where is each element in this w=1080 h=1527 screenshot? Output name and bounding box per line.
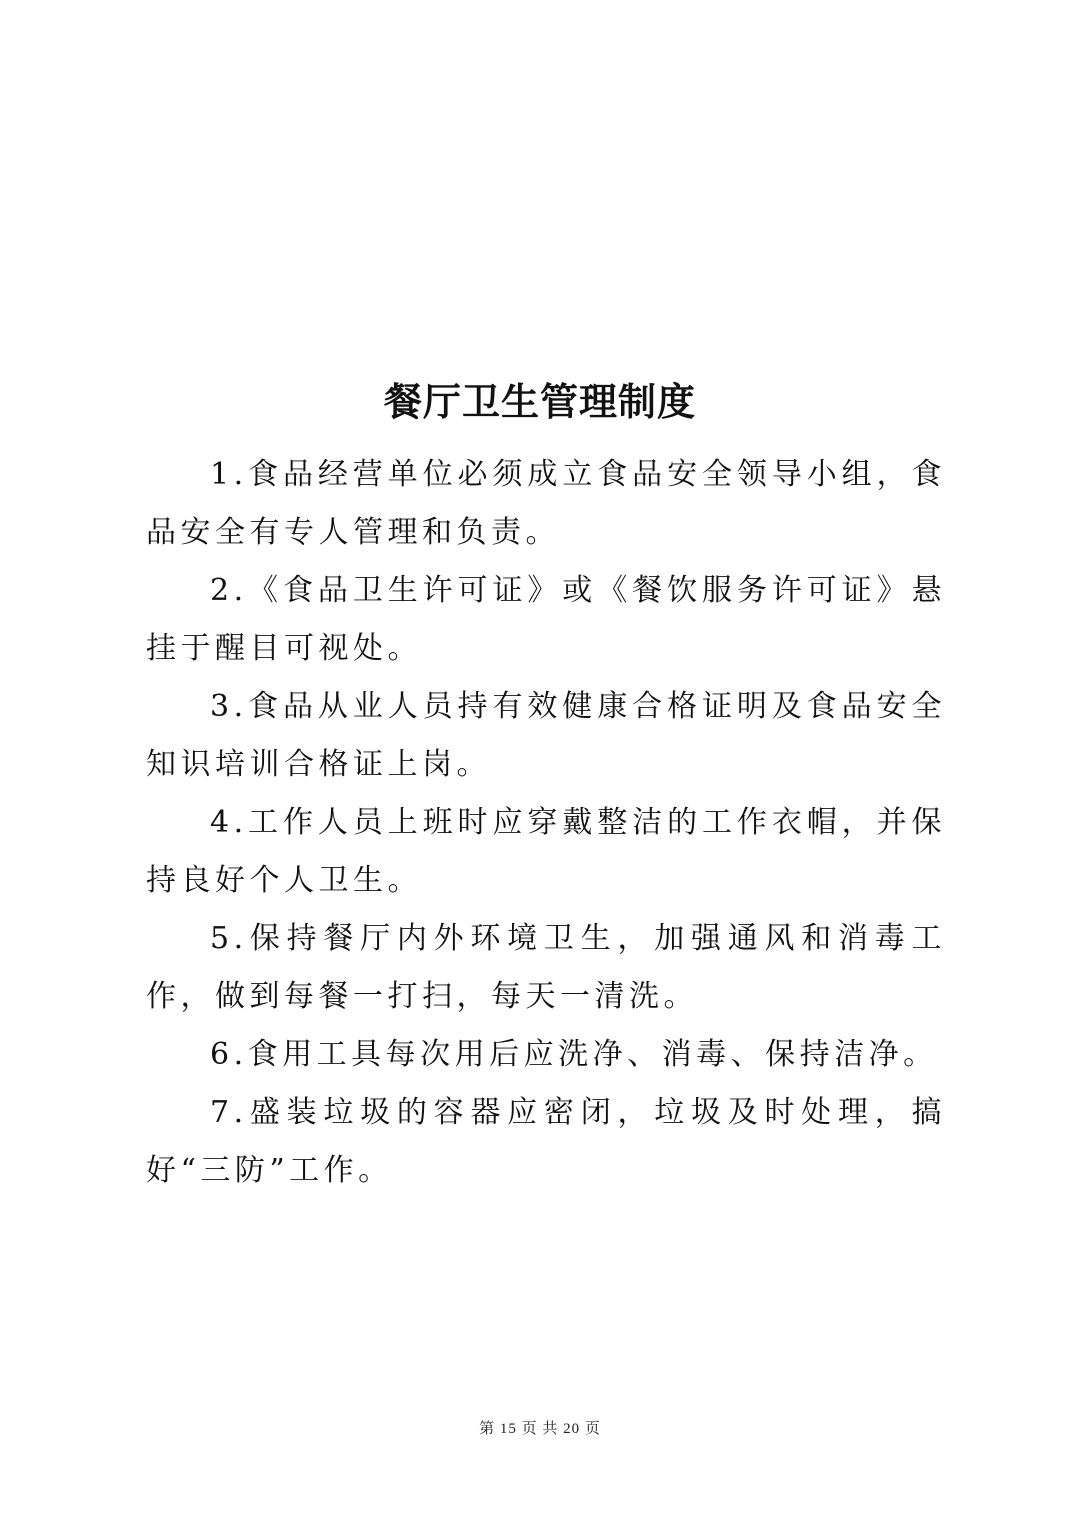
page-number-footer: 第 15 页 共 20 页 — [479, 1421, 601, 1437]
paragraph-5: 5.保持餐厅内外环境卫生，加强通风和消毒工作，做到每餐一打扫，每天一清洗。 — [146, 921, 946, 1014]
page-title: 餐厅卫生管理制度 — [383, 380, 696, 424]
paragraph-6: 6.食用工具每次用后应洗净、消毒、保持洁净。 — [210, 1037, 938, 1072]
paragraph-3: 3.食品从业人员持有效健康合格证明及食品安全知识培训合格证上岗。 — [146, 689, 946, 782]
document-body — [146, 446, 946, 1200]
paragraph-1: 1.食品经营单位必须成立食品安全领导小组，食品安全有专人管理和负责。 — [146, 457, 946, 550]
paragraph-2: 2.《食品卫生许可证》或《餐饮服务许可证》悬挂于醒目可视处。 — [146, 573, 946, 666]
paragraph-4: 4.工作人员上班时应穿戴整洁的工作衣帽，并保持良好个人卫生。 — [146, 805, 946, 898]
paragraph-7: 7.盛装垃圾的容器应密闭，垃圾及时处理，搞好“三防”工作。 — [146, 1095, 946, 1188]
